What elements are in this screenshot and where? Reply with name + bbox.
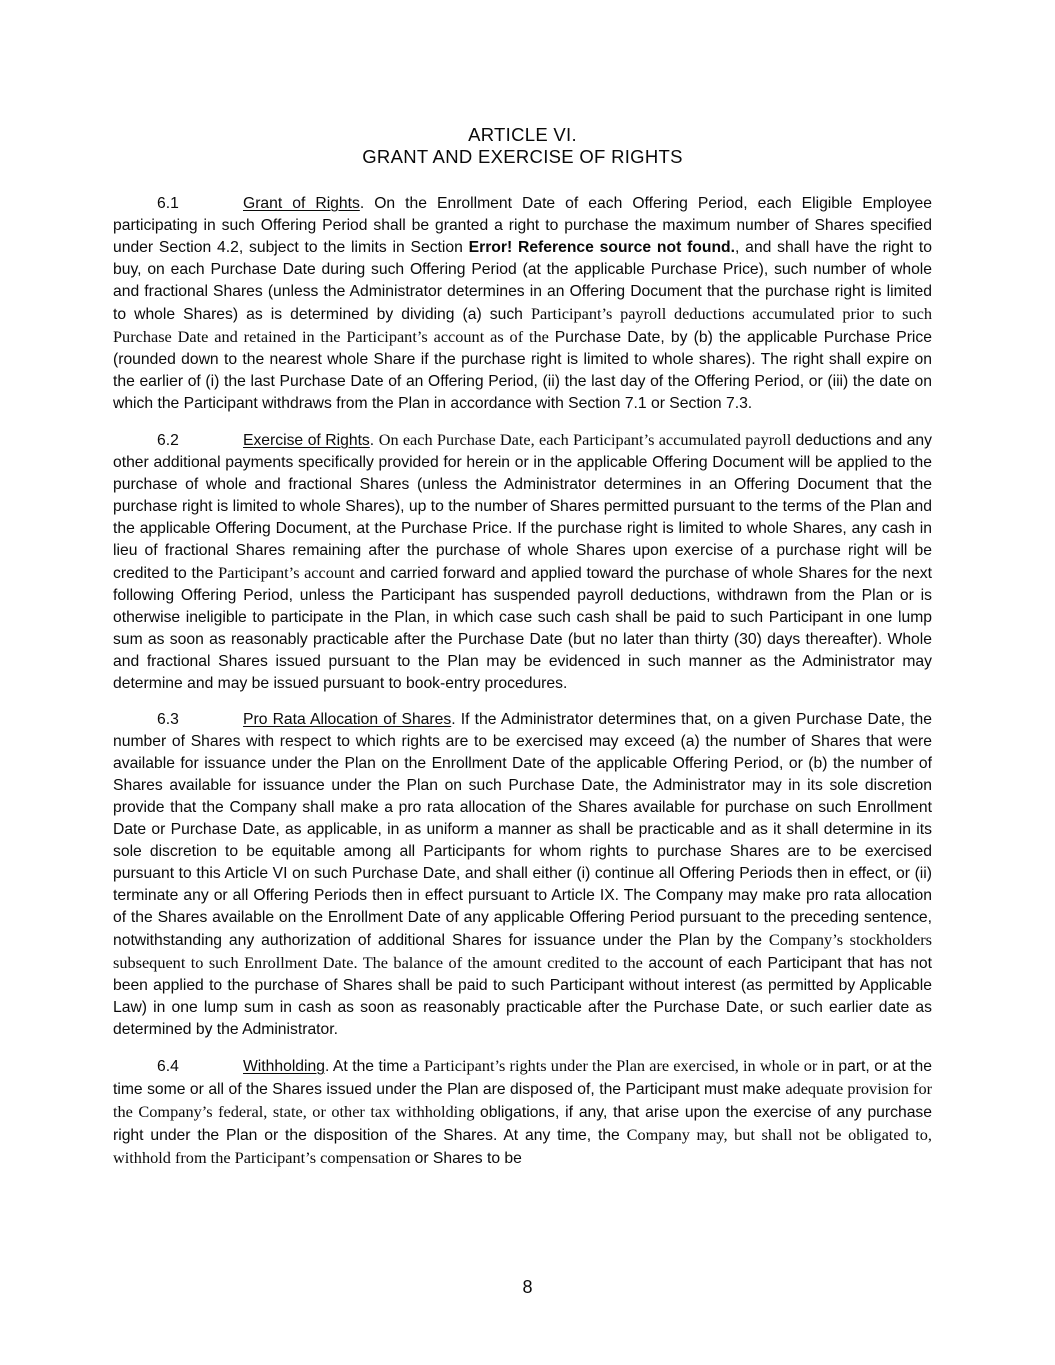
text-run: . <box>369 432 379 449</box>
paragraph-6-2 <box>113 429 932 695</box>
text-run: . If the Administrator determines that, on a given Purchase Date, the number of Shares with respect to which rights are to be exercised may exceed (a) the number of Shares that were available for issuance under the Plan on the Enrollment Date of the applicable Offering Period, or (b) the number of Shares available for issuance under the Plan on such Purchase Date, the Administrator may in its sole discretion provide that the Company shall make a pro rata allocation of the Shares available for purchase on such Enrollment Date or Purchase Date, as applicable, in as uniform a manner as shall be practicable and as it shall determine in its sole discretion to be equitable among all Participants for whom rights to purchase Shares are to be exercised pursuant to this Article VI on such Purchase Date, and shall either (i) continue all Offering Periods then in effect, or (ii) terminate any or all Offering Periods then in effect pursuant to Article IX. The Company may make pro rata allocation of the Shares available on the Enrollment Date of any applicable Offering Period pursuant to the preceding sentence, notwithstanding any authorization of additional Shares for issuance under the Plan by the <box>113 711 932 949</box>
document-body <box>113 193 932 1170</box>
article-subtitle: GRANT AND EXERCISE OF RIGHTS <box>362 146 683 167</box>
section-number: 6.4 <box>157 1058 179 1075</box>
text-run: , and shall have the right to buy, on each Purchase Date during such Offering Period (at the applicable Purchase Price), such number of whole and fractional Shares (unless the Administrator determines in an Offering Document that the purchase right is limited to whole Shares) as is determined by dividing (a) such <box>113 239 932 323</box>
section-number: 6.3 <box>157 711 179 728</box>
text-run: or Shares to be <box>414 1150 522 1167</box>
text-run: adequate provision for the Company’s federal, state, or other tax withholding <box>113 1079 933 1121</box>
paragraph-6-4 <box>113 1055 932 1170</box>
text-run: Participant’s account <box>218 563 360 582</box>
paragraph-6-1 <box>113 193 932 415</box>
text-run: Error! Reference source not found. <box>468 239 735 256</box>
text-run: Company’s stockholders subsequent to such Enrollment Date. The balance of the amount credited to the <box>113 930 932 972</box>
text-run: part, or at the time some or all of the Shares issued under the Plan are disposed of, the Participant must make <box>113 1058 932 1098</box>
section-heading: Withholding <box>243 1058 325 1075</box>
text-run: . On the Enrollment Date of each Offering Period, each Eligible Employee participating in such Offering Period shall be granted a right to purchase the maximum number of Shares specified under Section 4.2, subject to the limits in Section <box>113 195 933 256</box>
section-heading: Pro Rata Allocation of Shares <box>243 711 452 728</box>
document-header <box>113 124 932 168</box>
text-run: a Participant’s rights under the Plan are exercised, in whole or in <box>412 1056 839 1075</box>
text-run: . At the time <box>324 1058 413 1075</box>
text-run: obligations, if any, that arise upon the exercise of any purchase right under the Plan or the disposition of the Shares. At any time, the <box>113 1104 932 1144</box>
text-run: account of each Participant that has not been applied to the purchase of Shares shall be paid to such Participant without interest (as permitted by Applicable Law) in one lump sum in cash as soon as reasonably practicable after the Purchase Date, or such earlier date as determined by the Administrator. <box>113 955 933 1038</box>
article-title: ARTICLE VI. <box>468 124 577 145</box>
text-run: On each Purchase Date, each Participant’s accumulated payroll <box>378 430 796 449</box>
paragraph-6-3 <box>113 709 932 1041</box>
text-run: deductions and any other additional payments specifically provided for herein or in the applicable Offering Document will be applied to the purchase of whole and fractional Shares (unless the Administrator determines in an Offering Document that the purchase right is limited to whole Shares), up to the number of Shares permitted pursuant to the terms of the Plan and the applicable Offering Document, at the Purchase Price. If the purchase right is limited to whole Shares, any cash in lieu of fractional Shares remaining after the purchase of whole Shares upon exercise of a purchase right will be credited to the <box>113 432 932 582</box>
section-heading: Grant of Rights <box>243 195 360 212</box>
section-number: 6.1 <box>157 195 179 212</box>
page-footer <box>0 1276 1055 1298</box>
text-run: and carried forward and applied toward the purchase of whole Shares for the next following Offering Period, unless the Participant has suspended payroll deductions, withdrawn from the Plan or is otherwise ineligible to participate in the Plan, in which case such cash shall be paid to such Participant in one lump sum as soon as reasonably practicable after the Purchase Date (but no later than thirty (30) days thereafter). Whole and fractional Shares issued pursuant to the Plan may be evidenced in such manner as the Administrator may determine and may be issued pursuant to book-entry procedures. <box>113 565 933 692</box>
section-heading: Exercise of Rights <box>243 432 370 449</box>
text-run: Company may, but shall not be obligated to, withhold from the Participant’s compensation <box>113 1125 932 1167</box>
text-run: Purchase Date, by (b) the applicable Purchase Price (rounded down to the nearest whole Share if the purchase right is limited to whole shares). The right shall expire on the earlier of (i) the last Purchase Date of an Offering Period, (ii) the last day of the Offering Period, or (iii) the date on which the Participant withdraws from the Plan in accordance with Section 7.1 or Section 7.3. <box>113 329 932 412</box>
page-number: 8 <box>522 1277 533 1297</box>
section-number: 6.2 <box>157 432 179 449</box>
text-run: Participant’s payroll deductions accumulated prior to such Purchase Date and retained in the Participant’s account as of the <box>113 304 933 346</box>
